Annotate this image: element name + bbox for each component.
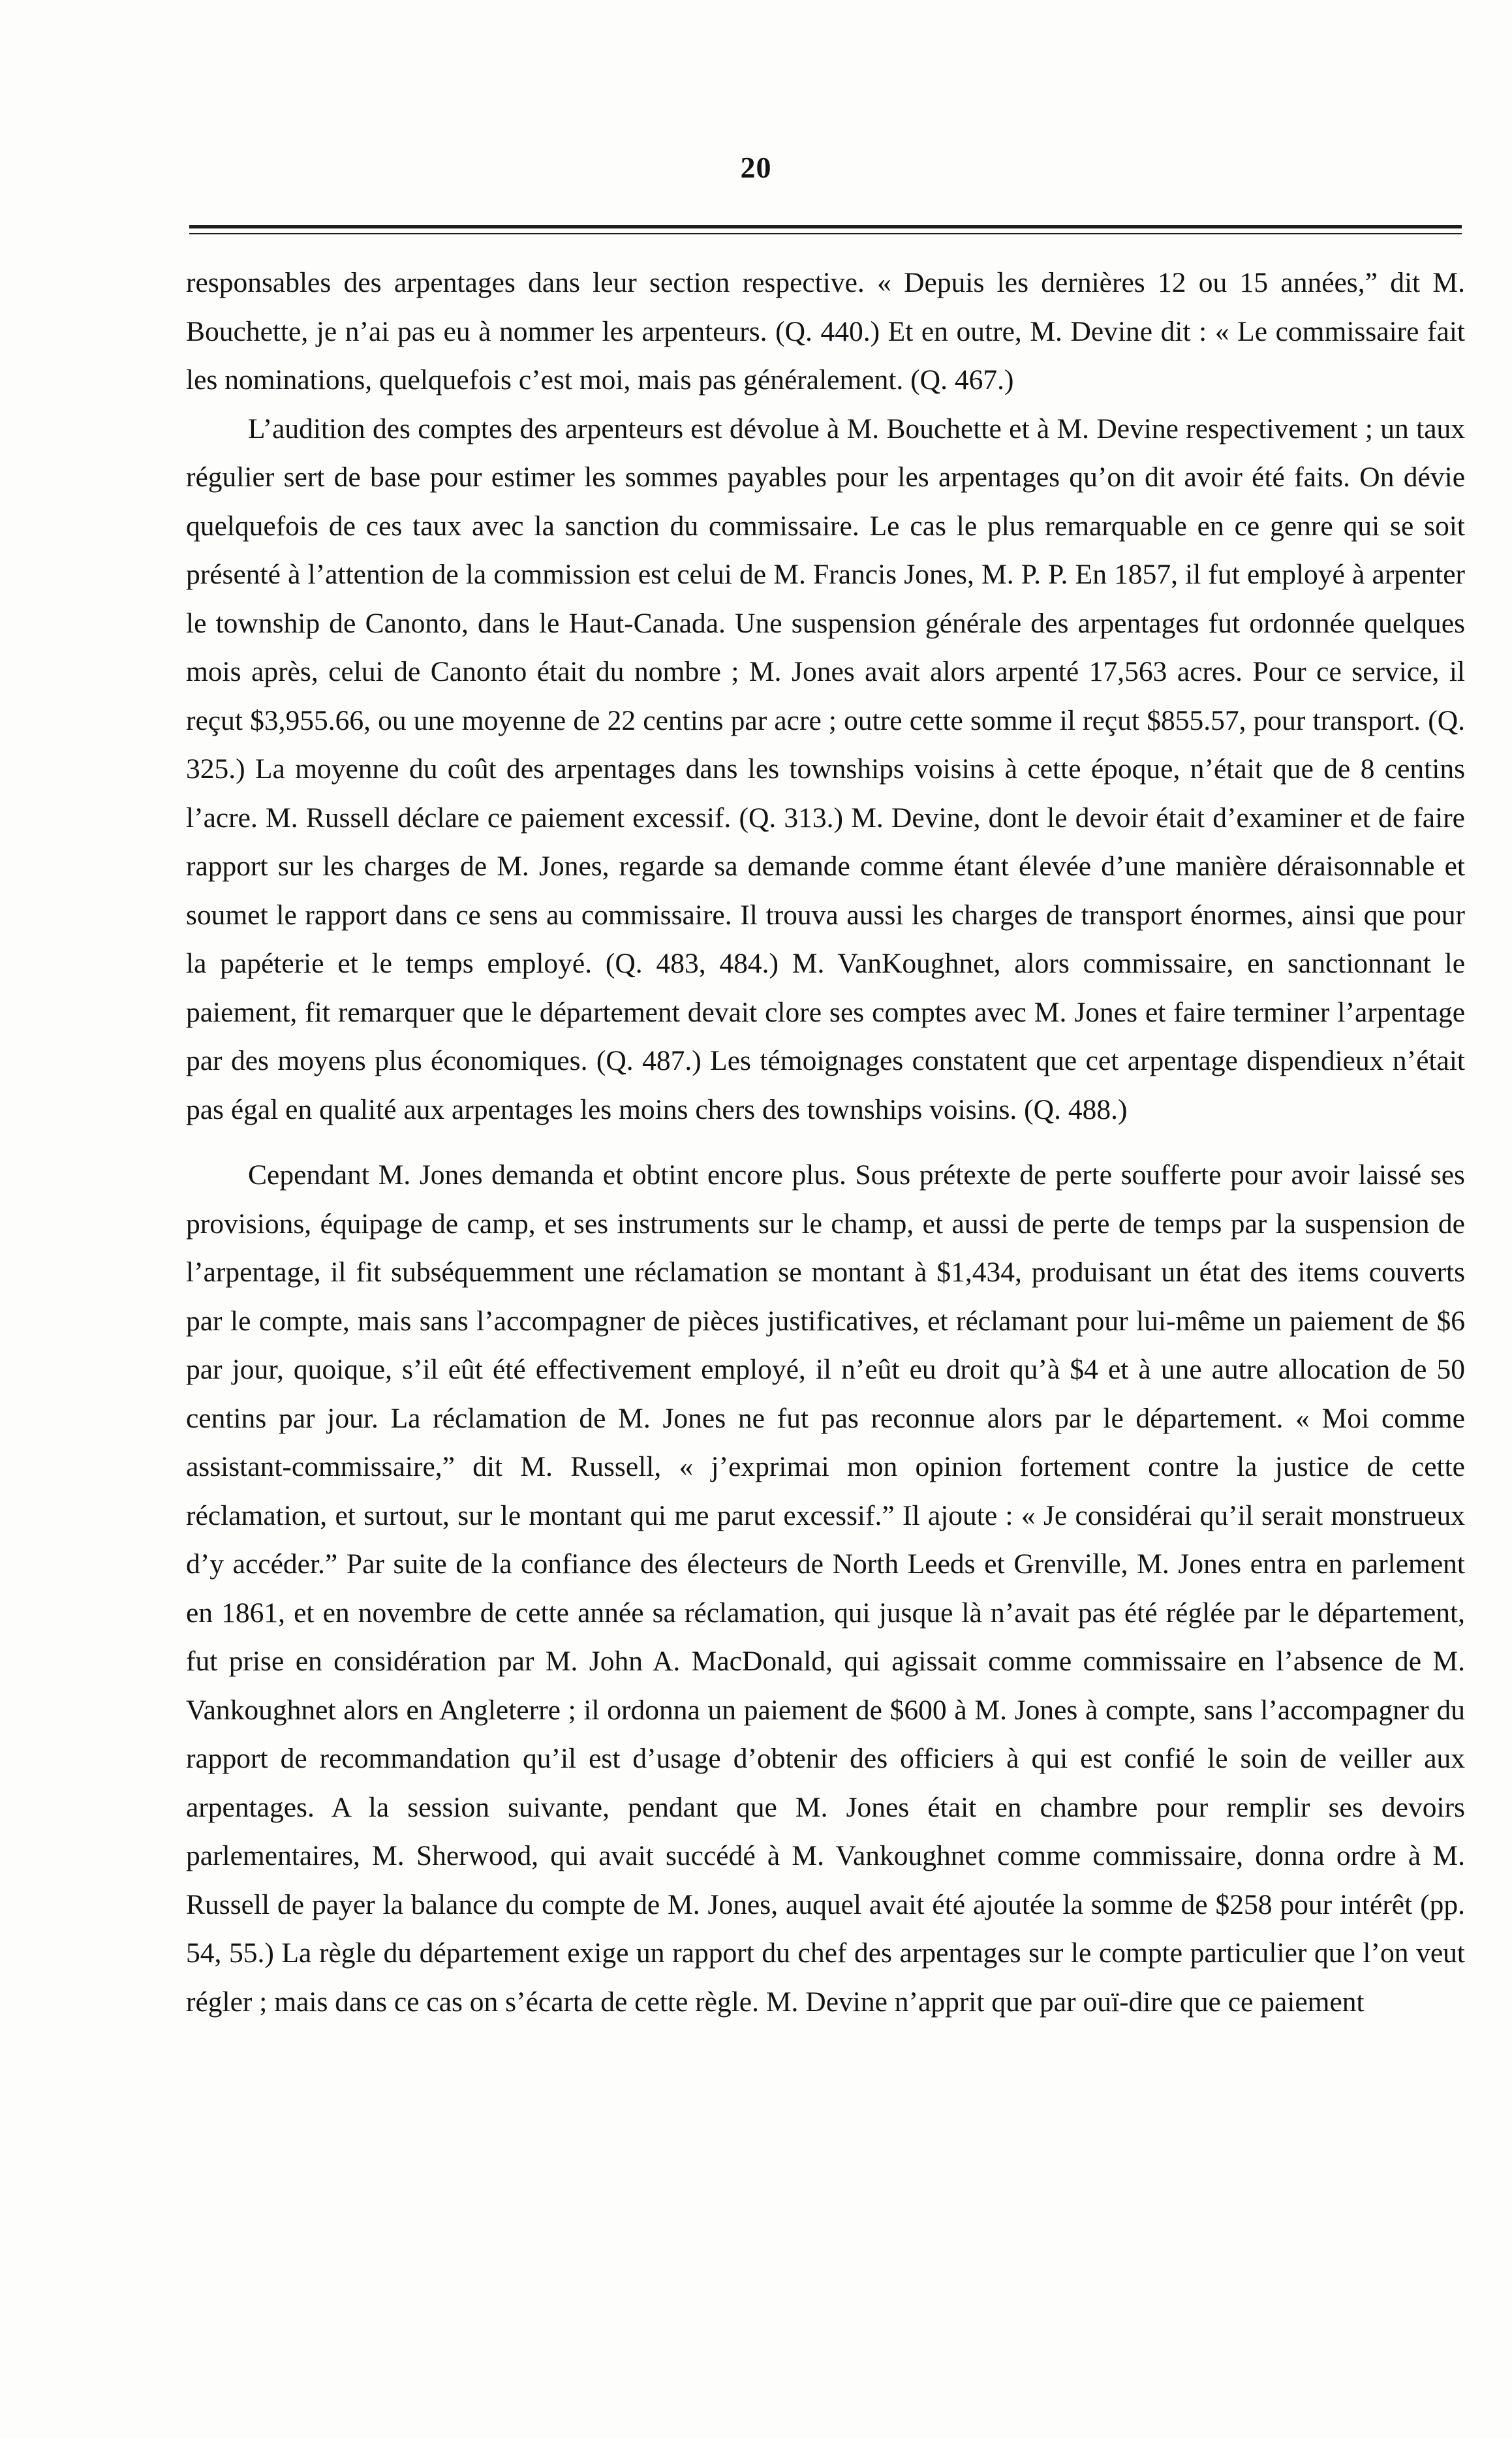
paragraph-audition: L’audition des comptes des arpenteurs est dévolue à M. Bouchette et à M. Devine respectivement ; un taux régulier sert de base pour estimer les sommes payables pour les arpentages qu’on dit avoir été faits. On dévie quelquefois de ces taux avec la sanction du commissaire. Le cas le plus remarquable en ce genre qui se soit présenté à l’attention de la commission est celui de M. Francis Jones, M. P. P. En 1857, il fut employé à arpenter le township de Canonto, dans le Haut-Canada. Une suspension générale des arpentages fut ordonnée quelques mois après, celui de Canonto était du nombre ; M. Jones avait alors arpenté 17,563 acres. Pour ce service, il reçut $3,955.66, ou une moyenne de 22 centins par acre ; outre cette somme il reçut $855.57, pour transport. (Q. 325.) La moyenne du coût des arpentages dans les townships voisins à cette époque, n’était que de 8 centins l’acre. M. Russell déclare ce paiement excessif. (Q. 313.) M. Devine, dont le devoir était d’examiner et de faire rapport sur les charges de M. Jones, regarde sa demande comme étant élevée d’une manière déraisonnable et soumet le rapport dans ce sens au commissaire. Il trouva aussi les charges de transport énormes, ainsi que pour la papéterie et le temps employé. (Q. 483, 484.) M. VanKoughnet, alors commissaire, en sanctionnant le paiement, fit remarquer que le département devait clore ses comptes avec M. Jones et faire terminer l’arpentage par des moyens plus économiques. (Q. 487.) Les témoignages constatent que cet arpentage dispendieux n’était pas égal en qualité aux arpentages les moins chers des townships voisins. (Q. 488.)	[186, 413, 1465, 1125]
body-text	[186, 258, 1465, 2026]
header-rule-thick	[189, 225, 1462, 228]
paragraph-continuation: responsables des arpentages dans leur section respective. « Depuis les dernières 12 ou 15 années,” dit M. Bouchette, je n’ai pas eu à nommer les arpenteurs. (Q. 440.) Et en outre, M. Devine dit : « Le commissaire fait les nominations, quelquefois c’est moi, mais pas généralement. (Q. 467.)	[186, 267, 1465, 396]
paragraph-cependant: Cependant M. Jones demanda et obtint encore plus. Sous prétexte de perte soufferte pour avoir laissé ses provisions, équipage de camp, et ses instruments sur le champ, et aussi de perte de temps par la suspension de l’arpentage, il fit subséquemment une réclamation se montant à $1,434, produisant un état des items couverts par le compte, mais sans l’accompagner de pièces justificatives, et réclamant pour lui-même un paiement de $6 par jour, quoique, s’il eût été effectivement employé, il n’eût eu droit qu’à $4 et à une autre allocation de 50 centins par jour. La réclamation de M. Jones ne fut pas reconnue alors par le département. « Moi comme assistant-commissaire,” dit M. Russell, « j’exprimai mon opinion fortement contre la justice de cette réclamation, et surtout, sur le montant qui me parut excessif.” Il ajoute : « Je considérai qu’il serait monstrueux d’y accéder.” Par suite de la confiance des électeurs de North Leeds et Grenville, M. Jones entra en parlement en 1861, et en novembre de cette année sa réclamation, qui jusque là n’avait pas été réglée par le département, fut prise en considération par M. John A. MacDonald, qui agissait comme commissaire en l’absence de M. Vankoughnet alors en Angleterre ; il ordonna un paiement de $600 à M. Jones à compte, sans l’accompagner du rapport de recommandation qu’il est d’usage d’obtenir des officiers à qui est confié le soin de veiller aux arpentages. A la session suivante, pendant que M. Jones était en chambre pour remplir ses devoirs parlementaires, M. Sherwood, qui avait succédé à M. Vankoughnet comme commissaire, donna ordre à M. Russell de payer la balance du compte de M. Jones, auquel avait été ajoutée la somme de $258 pour intérêt (pp. 54, 55.) La règle du département exige un rapport du chef des arpentages sur le compte particulier que l’on veut régler ; mais dans ce cas on s’écarta de cette règle. M. Devine n’apprit que par ouï-dire que ce paiement	[186, 1159, 1465, 2018]
header-rule-thin	[189, 233, 1462, 234]
page-number: 20	[740, 151, 772, 184]
